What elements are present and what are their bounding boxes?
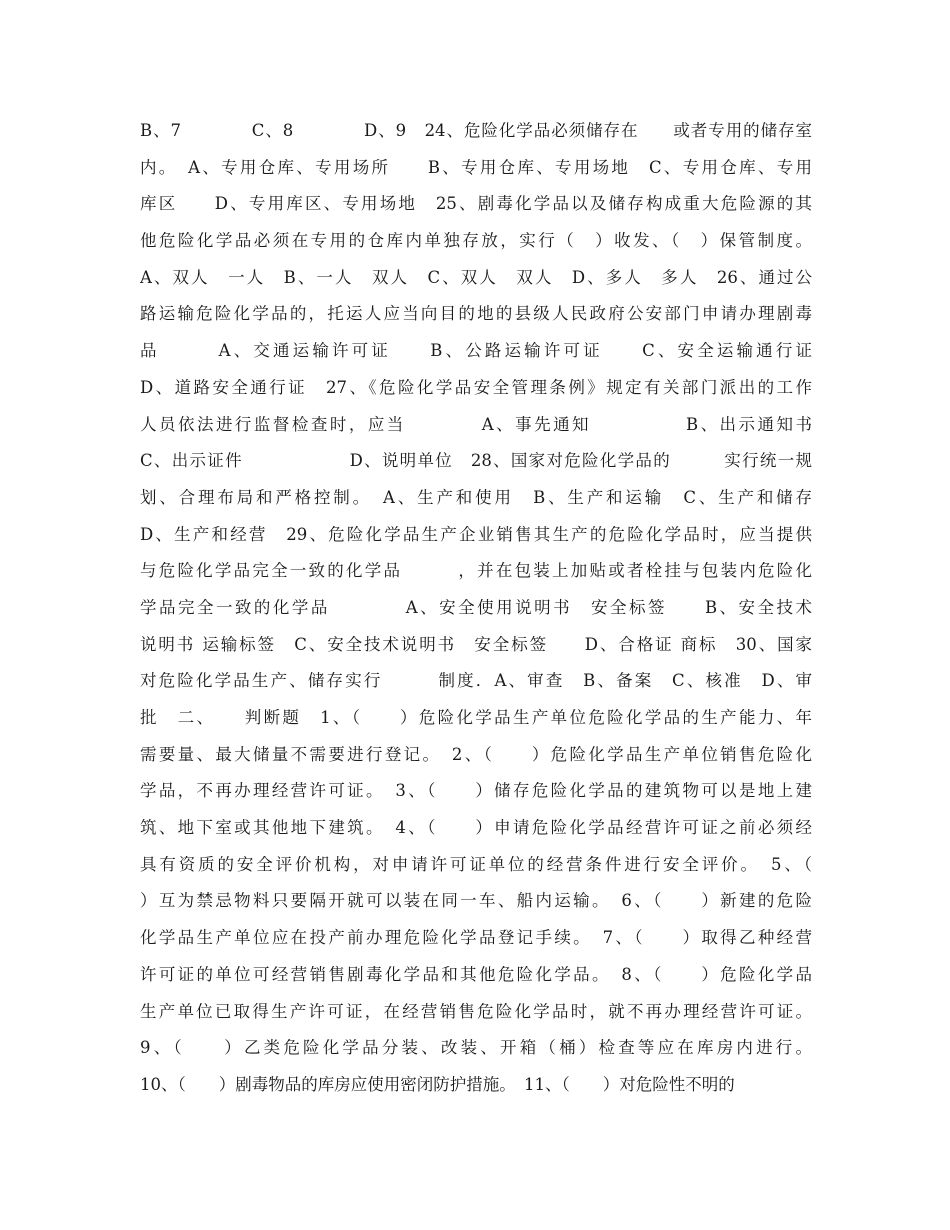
text-line: 具有资质的安全评价机构，对申请许可证单位的经营条件进行安全评价。 5、（	[140, 854, 812, 874]
text-line: 人员依法进行监督检查时，应当 A、事先通知 B、出示通知书	[140, 414, 812, 434]
text-line: 学品完全一致的化学品 A、安全使用说明书 安全标签 B、安全技术	[140, 597, 812, 617]
text-line: 批 二、 判断题 1、（ ）危险化学品生产单位危险化学品的生产能力、年	[140, 708, 812, 727]
text-line: 品 A、交通运输许可证 B、公路运输许可证 C、安全运输通行证	[140, 341, 812, 361]
text-line: 库区 D、专用库区、专用场地 25、剧毒化学品以及储存构成重大危险源的其	[140, 194, 812, 214]
text-line: C、出示证件 D、说明单位 28、国家对危险化学品的 实行统一规	[140, 451, 812, 471]
text-line: 划、合理布局和严格控制。 A、生产和使用 B、生产和运输 C、生产和储存	[140, 487, 812, 507]
text-line: 路运输危险化学品的，托运人应当向目的地的县级人民政府公安部门申请办理剧毒	[140, 304, 812, 324]
text-line: 需要量、最大储量不需要进行登记。 2、（ ）危险化学品生产单位销售危险化	[140, 744, 812, 764]
text-line: 生产单位已取得生产许可证，在经营销售危险化学品时，就不再办理经营许可证。	[140, 1001, 812, 1021]
text-line: 说明书 运输标签 C、安全技术说明书 安全标签 D、合格证 商标 30、国家	[140, 634, 812, 654]
text-line: ）互为禁忌物料只要隔开就可以装在同一车、船内运输。 6、（ ）新建的危险	[140, 891, 812, 911]
text-line: A、双人 一人 B、一人 双人 C、双人 双人 D、多人 多人 26、通过公	[140, 267, 812, 287]
text-line: 他危险化学品必须在专用的仓库内单独存放，实行（ ）收发、（ ）保管制度。	[140, 231, 812, 251]
text-line: 内。 A、专用仓库、专用场所 B、专用仓库、专用场地 C、专用仓库、专用	[140, 157, 812, 177]
text-line: 9、（ ）乙类危险化学品分装、改装、开箱（桶）检查等应在库房内进行。	[140, 1038, 812, 1058]
text-line: 10、（ ）剧毒物品的库房应使用密闭防护措施。 11、（ ）对危险性不明的	[140, 1074, 735, 1094]
body-text	[140, 113, 812, 1104]
text-line: 与危险化学品完全一致的化学品 ，并在包装上加贴或者栓挂与包装内危险化	[140, 561, 812, 581]
text-line: 化学品生产单位应在投产前办理危险化学品登记手续。 7、（ ）取得乙种经营	[140, 928, 812, 948]
text-line: 对危险化学品生产、储存实行 制度．A、审查 B、备案 C、核准 D、审	[140, 671, 812, 691]
text-line: B、7 C、8 D、9 24、危险化学品必须储存在 或者专用的储存室	[140, 121, 812, 140]
text-line: 许可证的单位可经营销售剧毒化学品和其他危险化学品。 8、（ ）危险化学品	[140, 964, 812, 984]
text-line: D、生产和经营 29、危险化学品生产企业销售其生产的危险化学品时，应当提供	[140, 524, 812, 544]
text-line: 筑、地下室或其他地下建筑。 4、（ ）申请危险化学品经营许可证之前必须经	[140, 818, 812, 838]
text-line: D、道路安全通行证 27、《危险化学品安全管理条例》规定有关部门派出的工作	[140, 377, 812, 397]
text-line: 学品，不再办理经营许可证。 3、（ ）储存危险化学品的建筑物可以是地上建	[140, 781, 812, 801]
